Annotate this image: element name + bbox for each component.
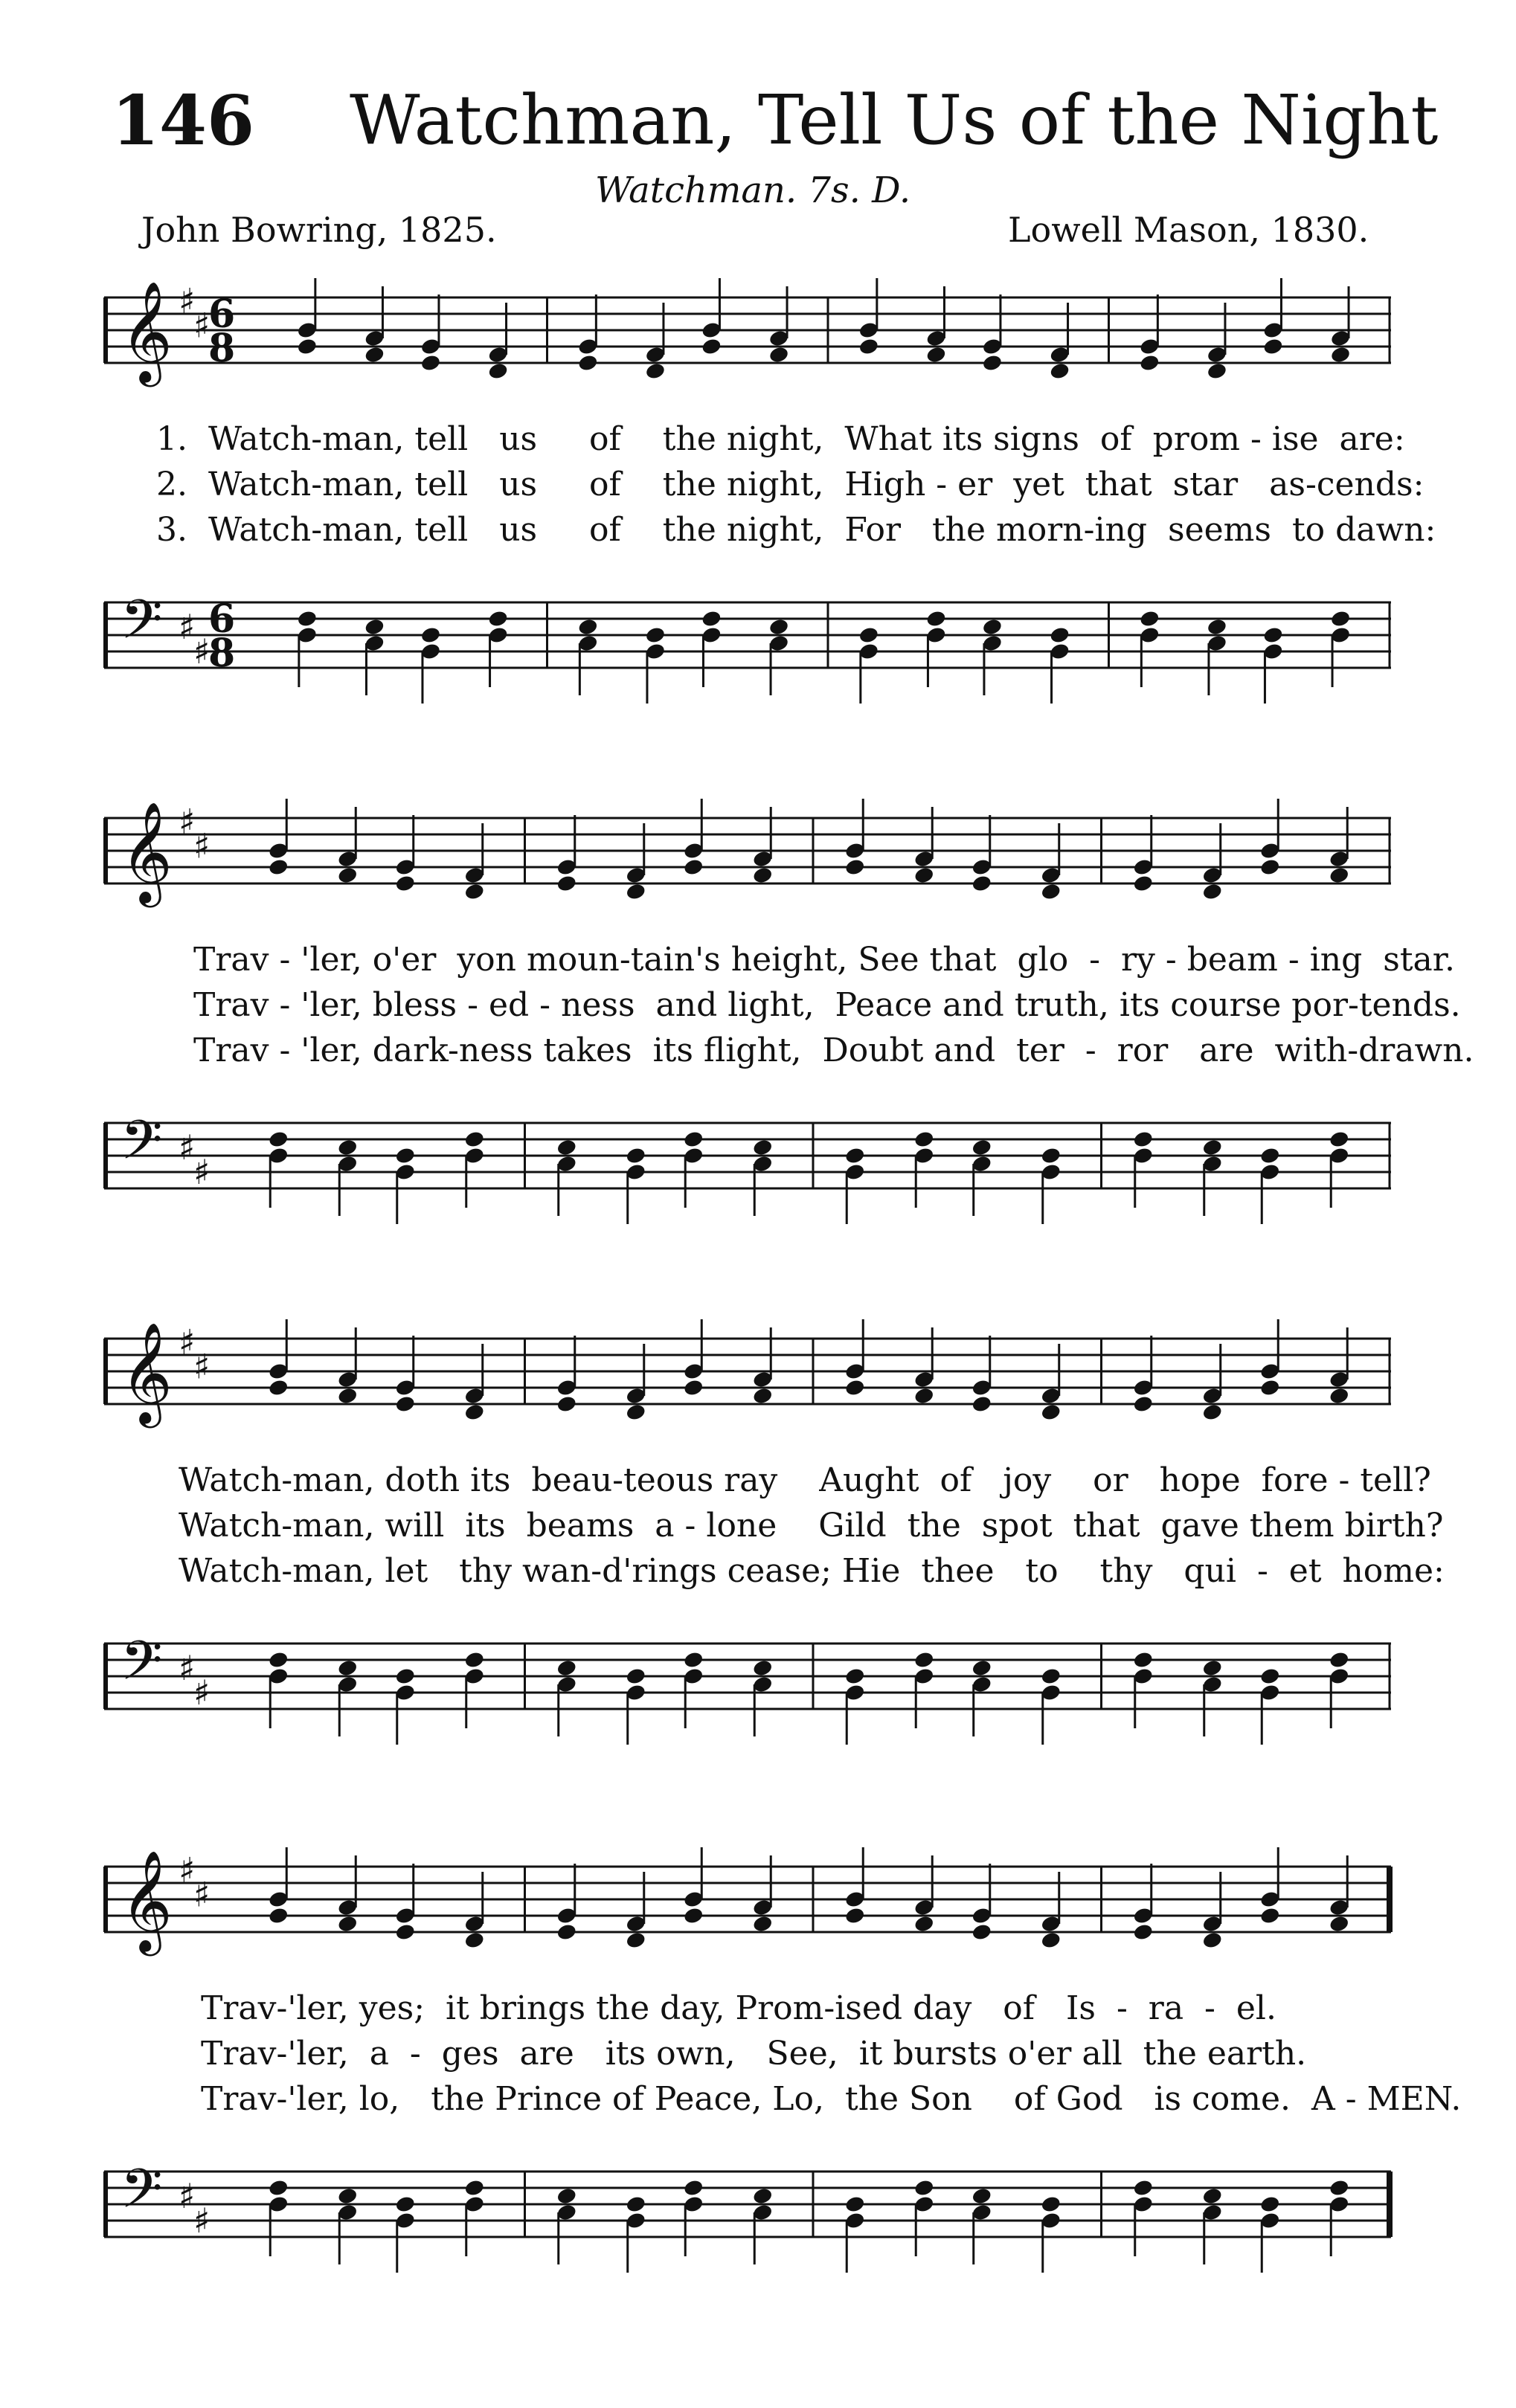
notehead (625, 1146, 646, 1165)
notehead (268, 1130, 289, 1148)
sharp-icon: ♯ (193, 1152, 211, 1192)
notehead (556, 1658, 577, 1677)
notehead (1201, 882, 1223, 901)
notehead (1329, 1386, 1350, 1405)
treble-clef-icon: 𝄞 (121, 1321, 173, 1423)
notehead (971, 2186, 992, 2205)
notehead (268, 857, 289, 876)
notehead (1207, 361, 1228, 380)
notehead (1201, 2186, 1223, 2205)
notehead (577, 617, 599, 636)
notehead (556, 874, 577, 892)
notehead (925, 345, 947, 364)
time-signature-numerator: 6 (208, 596, 236, 642)
notehead (683, 857, 704, 876)
notehead (844, 1146, 866, 1165)
tune-name: Watchman. 7s. D. (595, 170, 911, 211)
lyricist-credit: John Bowring, 1825. (141, 210, 497, 250)
notehead (1132, 1922, 1154, 1941)
lyric-line-verse-1: Watch-man, doth its beau-teous ray Aught of joy or hope fore - tell? (179, 1461, 1431, 1499)
notehead (1132, 1130, 1154, 1148)
treble-clef-icon: 𝄞 (121, 1849, 173, 1951)
music-system (104, 1837, 1462, 2313)
notehead (701, 609, 722, 628)
notehead (296, 609, 318, 628)
lyric-line-verse-3: Trav-'ler, lo, the Prince of Peace, Lo, the Son of God is come. A - MEN. (201, 2080, 1462, 2118)
lyric-line-verse-2: 2. Watch-man, tell us of the night, High - er yet that star as-cends: (156, 466, 1425, 503)
notehead (913, 1914, 935, 1933)
notehead (268, 1906, 289, 1925)
lyric-line-verse-3: 3. Watch-man, tell us of the night, For the morn-ing seems to dawn: (156, 511, 1436, 549)
notehead (1259, 857, 1281, 876)
notehead (337, 1138, 359, 1156)
notehead (1329, 1650, 1350, 1669)
notehead (268, 1378, 289, 1397)
notehead (982, 617, 1003, 636)
notehead (752, 1138, 774, 1156)
notehead (971, 1394, 992, 1413)
sharp-icon: ♯ (179, 1321, 196, 1362)
lyric-line-verse-3: Watch-man, let thy wan-d'rings cease; Hie thee to thy qui - et home: (179, 1552, 1445, 1590)
notehead (683, 1378, 704, 1397)
notehead (394, 1394, 416, 1413)
notehead (364, 617, 385, 636)
time-signature-numerator: 6 (208, 292, 236, 337)
sharp-icon: ♯ (193, 825, 211, 866)
notehead (1330, 609, 1352, 628)
notehead (844, 1378, 866, 1397)
notehead (463, 1650, 485, 1669)
notehead (625, 2195, 646, 2213)
notehead (1259, 1378, 1281, 1397)
notehead (1132, 2178, 1154, 2197)
sharp-icon: ♯ (179, 2176, 196, 2216)
sharp-icon: ♯ (193, 2201, 211, 2241)
hymn-number: 146 (112, 80, 255, 161)
notehead (625, 882, 646, 901)
notehead (752, 2186, 774, 2205)
bass-clef-icon: 𝄢 (121, 2157, 163, 2233)
sharp-icon: ♯ (179, 801, 196, 842)
sharp-icon: ♯ (193, 631, 211, 672)
notehead (394, 874, 416, 892)
notehead (913, 1130, 935, 1148)
notehead (683, 1130, 704, 1148)
notehead (971, 1922, 992, 1941)
notehead (337, 1658, 359, 1677)
notehead (752, 1658, 774, 1677)
notehead (420, 353, 442, 372)
notehead (556, 1394, 577, 1413)
bass-clef-icon: 𝄢 (121, 1108, 163, 1185)
lyric-line-verse-1: Trav - 'ler, o'er yon moun-tain's height, See that glo - ry - beam - ing star. (193, 941, 1455, 979)
lyric-line-verse-2: Trav - 'ler, bless - ed - ness and light, Peace and truth, its course por-tends. (193, 986, 1461, 1024)
music-system (104, 788, 1474, 1264)
notehead (463, 1931, 485, 1949)
notehead (1049, 361, 1070, 380)
notehead (645, 625, 667, 644)
notehead (1139, 353, 1160, 372)
notehead (463, 882, 485, 901)
notehead (844, 857, 866, 876)
notehead (296, 337, 318, 355)
bass-staff (104, 1629, 1391, 1740)
notehead (1329, 1914, 1350, 1933)
notehead (337, 866, 359, 884)
hymn-title: Watchman, Tell Us of the Night (350, 80, 1439, 160)
lyric-line-verse-1: 1. Watch-man, tell us of the night, What its signs of prom - ise are: (156, 420, 1405, 458)
notehead (971, 1138, 992, 1156)
treble-staff (104, 280, 1391, 394)
notehead (556, 2186, 577, 2205)
notehead (1040, 882, 1061, 901)
notehead (625, 1403, 646, 1421)
notehead (1040, 1146, 1061, 1165)
notehead (971, 874, 992, 892)
notehead (337, 1386, 359, 1405)
bass-staff (104, 1108, 1391, 1220)
notehead (1201, 1658, 1223, 1677)
bass-staff (104, 2157, 1391, 2268)
notehead (752, 1386, 774, 1405)
notehead (463, 1403, 485, 1421)
notehead (1329, 1130, 1350, 1148)
bass-clef-icon: 𝄢 (121, 1629, 163, 1705)
notehead (683, 1650, 704, 1669)
sharp-icon: ♯ (179, 280, 196, 321)
notehead (1330, 345, 1352, 364)
notehead (487, 361, 509, 380)
notehead (1040, 1403, 1061, 1421)
notehead (1040, 2195, 1061, 2213)
notehead (1259, 1146, 1281, 1165)
sharp-icon: ♯ (193, 305, 211, 346)
notehead (394, 2195, 416, 2213)
treble-clef-icon: 𝄞 (121, 800, 173, 903)
notehead (768, 617, 790, 636)
sharp-icon: ♯ (179, 1648, 196, 1688)
treble-staff (104, 800, 1391, 915)
sharp-icon: ♯ (193, 1874, 211, 1915)
notehead (1329, 866, 1350, 884)
lyric-line-verse-3: Trav - 'ler, dark-ness takes its flight, Doubt and ter - ror are with-drawn. (193, 1031, 1474, 1069)
notehead (1201, 1138, 1223, 1156)
notehead (913, 2178, 935, 2197)
notehead (625, 1667, 646, 1685)
notehead (1139, 609, 1160, 628)
notehead (1262, 337, 1284, 355)
notehead (364, 345, 385, 364)
notehead (394, 1922, 416, 1941)
music-system (104, 268, 1436, 744)
notehead (752, 1914, 774, 1933)
notehead (1132, 1394, 1154, 1413)
notehead (1040, 1667, 1061, 1685)
notehead (1259, 2195, 1281, 2213)
notehead (487, 609, 509, 628)
notehead (1201, 1403, 1223, 1421)
notehead (1132, 1650, 1154, 1669)
notehead (1259, 1906, 1281, 1925)
lyric-line-verse-2: Watch-man, will its beams a - lone Gild the spot that gave them birth? (179, 1507, 1444, 1545)
notehead (971, 1658, 992, 1677)
notehead (1207, 617, 1228, 636)
composer-credit: Lowell Mason, 1830. (1008, 210, 1369, 250)
sharp-icon: ♯ (193, 1673, 211, 1713)
bass-clef-icon: 𝄢 (121, 587, 163, 664)
notehead (625, 1931, 646, 1949)
notehead (577, 353, 599, 372)
notehead (1259, 1667, 1281, 1685)
notehead (337, 2186, 359, 2205)
sharp-icon: ♯ (179, 1127, 196, 1168)
notehead (844, 1906, 866, 1925)
time-signature-denominator: 8 (208, 326, 236, 371)
treble-staff (104, 1321, 1391, 1435)
notehead (925, 609, 947, 628)
notehead (913, 1650, 935, 1669)
notehead (1040, 1931, 1061, 1949)
notehead (844, 2195, 866, 2213)
sharp-icon: ♯ (193, 1346, 211, 1387)
notehead (268, 1650, 289, 1669)
notehead (556, 1922, 577, 1941)
notehead (701, 337, 722, 355)
notehead (645, 361, 667, 380)
lyric-line-verse-1: Trav-'ler, yes; it brings the day, Prom-ised day of Is - ra - el. (201, 1989, 1276, 2027)
treble-staff (104, 1849, 1391, 1963)
notehead (337, 1914, 359, 1933)
notehead (1329, 2178, 1350, 2197)
music-system (104, 1309, 1445, 1785)
notehead (1201, 1931, 1223, 1949)
notehead (420, 625, 442, 644)
notehead (768, 345, 790, 364)
treble-clef-icon: 𝄞 (121, 280, 173, 382)
notehead (858, 625, 879, 644)
sharp-icon: ♯ (179, 1850, 196, 1890)
notehead (752, 866, 774, 884)
bass-staff (104, 587, 1391, 699)
notehead (463, 1130, 485, 1148)
notehead (913, 866, 935, 884)
sharp-icon: ♯ (179, 607, 196, 647)
lyric-line-verse-2: Trav-'ler, a - ges are its own, See, it bursts o'er all the earth. (201, 2035, 1307, 2073)
time-signature-denominator: 8 (208, 631, 236, 676)
notehead (394, 1667, 416, 1685)
notehead (1049, 625, 1070, 644)
notehead (268, 2178, 289, 2197)
notehead (683, 2178, 704, 2197)
notehead (394, 1146, 416, 1165)
notehead (556, 1138, 577, 1156)
notehead (982, 353, 1003, 372)
notehead (1262, 625, 1284, 644)
notehead (844, 1667, 866, 1685)
notehead (463, 2178, 485, 2197)
notehead (913, 1386, 935, 1405)
notehead (858, 337, 879, 355)
notehead (683, 1906, 704, 1925)
notehead (1132, 874, 1154, 892)
